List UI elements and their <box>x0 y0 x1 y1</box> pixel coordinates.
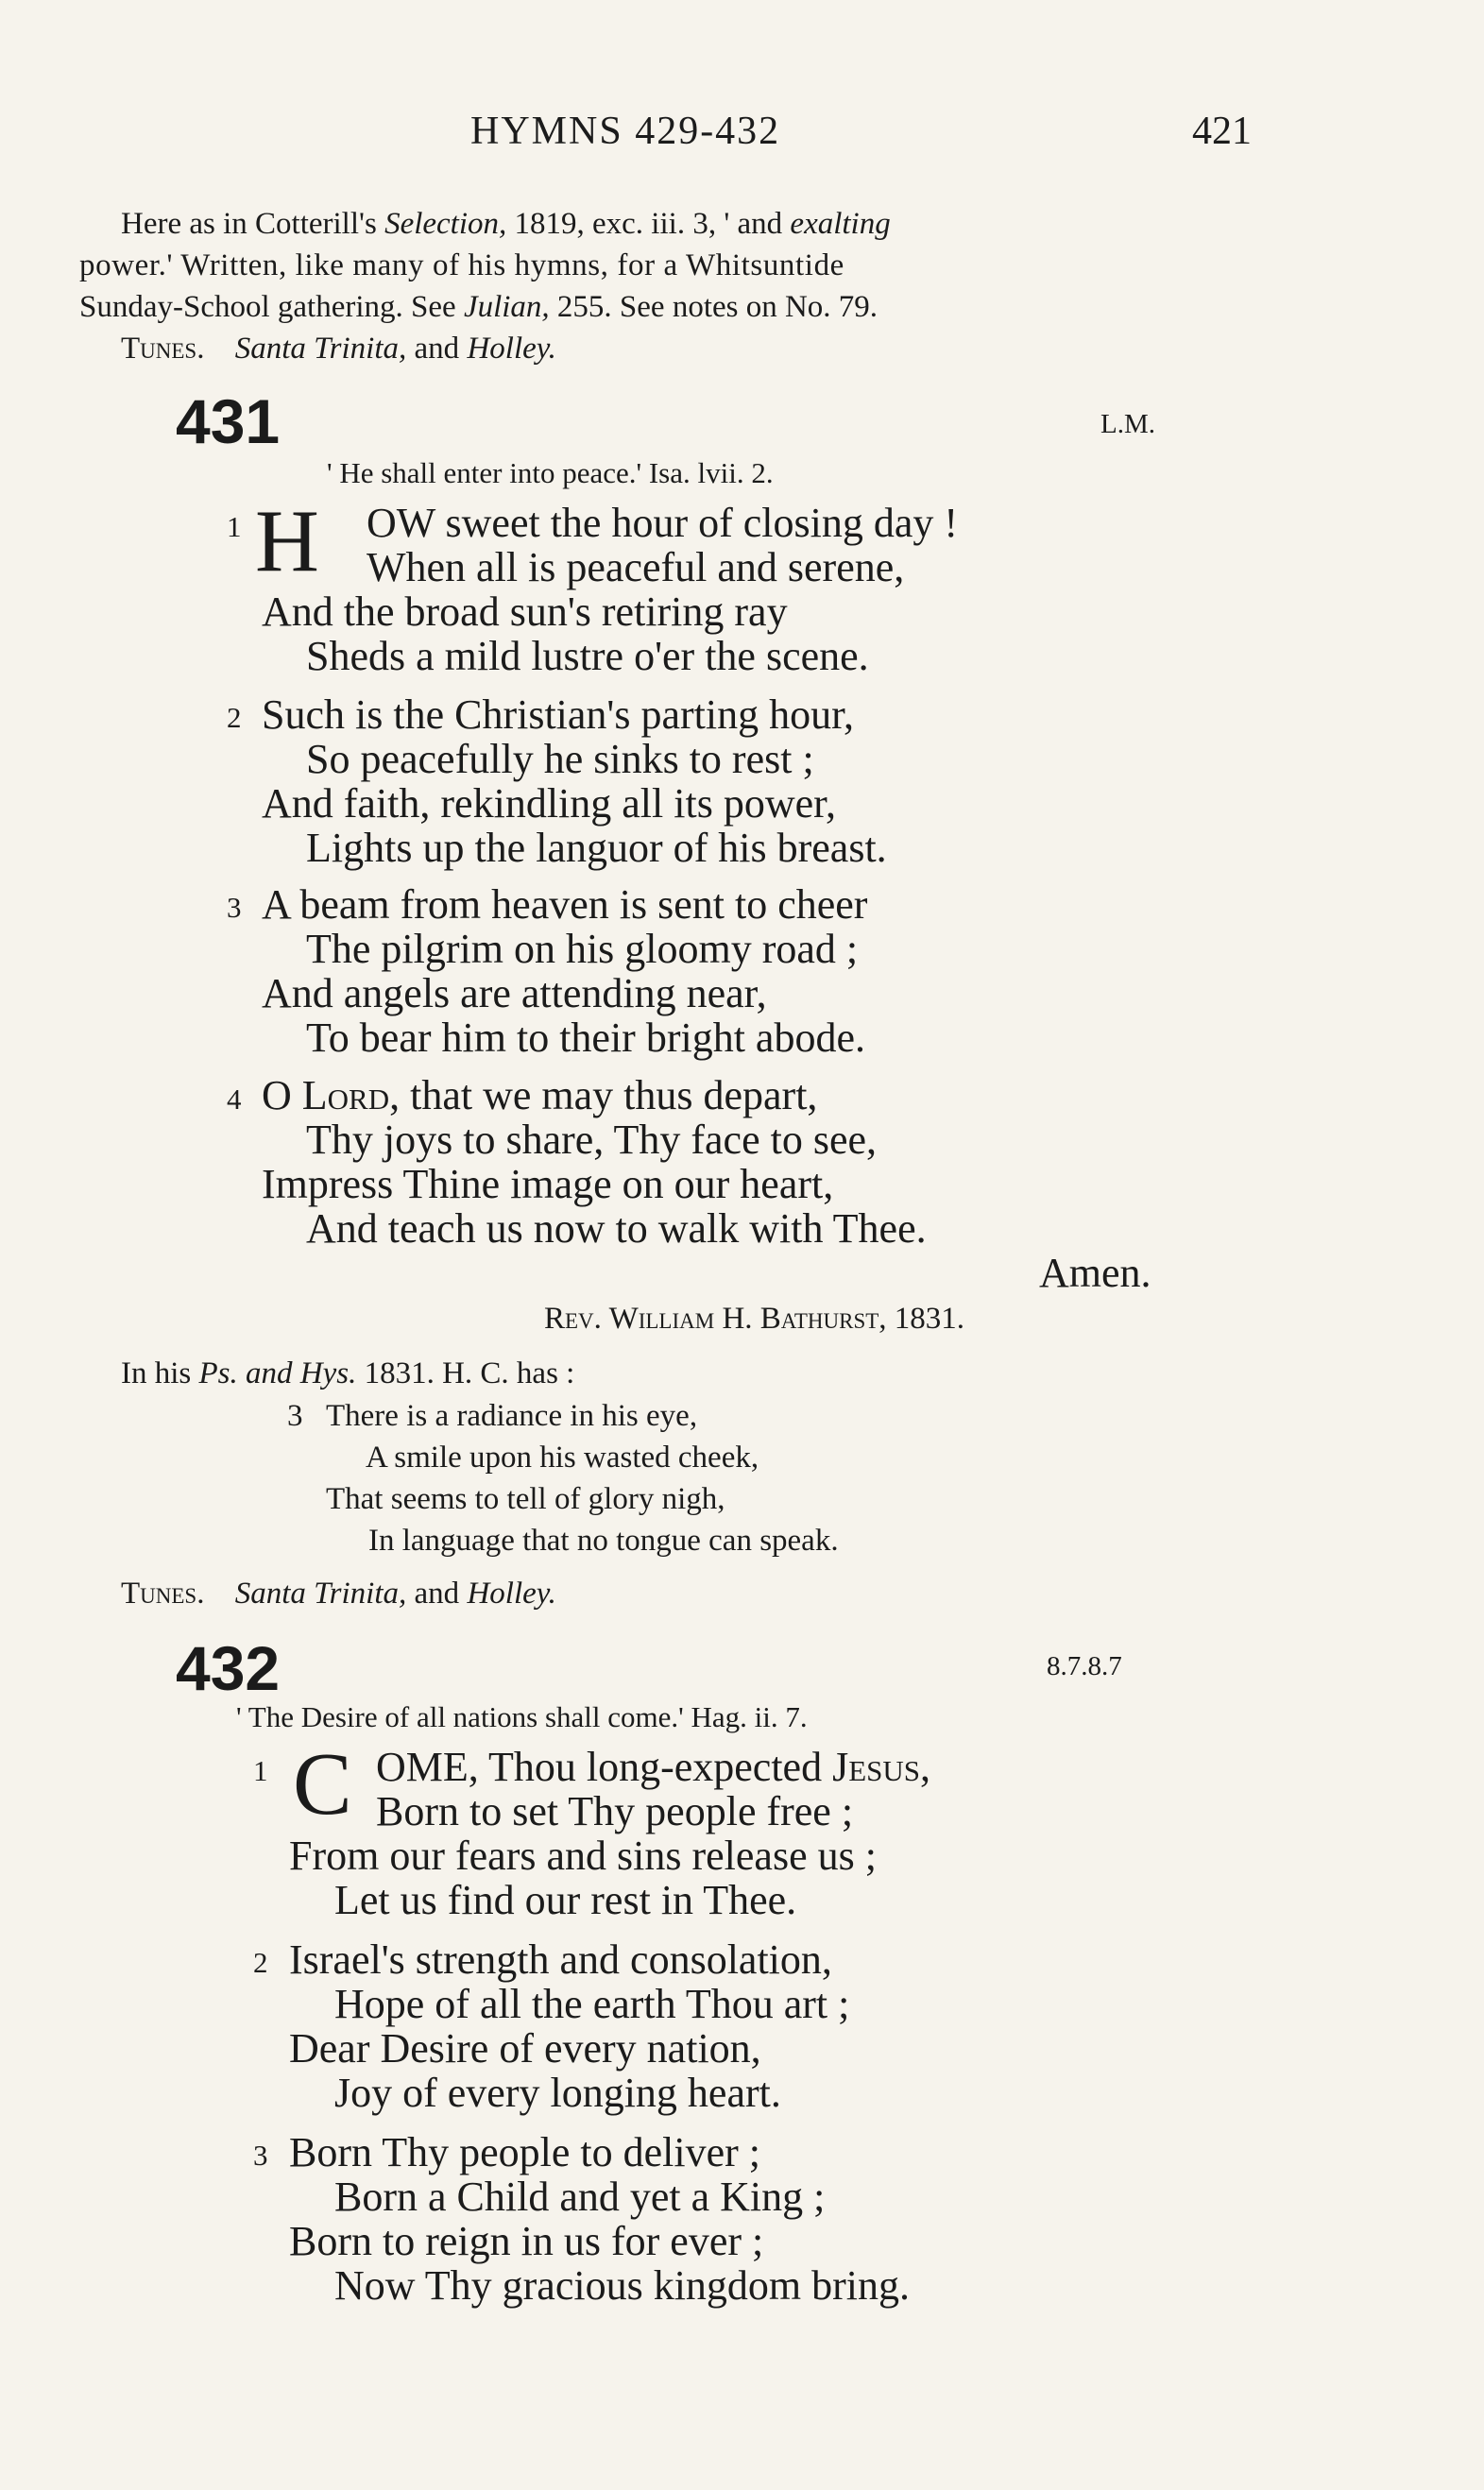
note-text: 1831. H. C. has : <box>356 1356 575 1390</box>
note-italic: exalting <box>790 207 891 241</box>
verse-line: Now Thy gracious kingdom bring. <box>334 2262 911 2309</box>
verse-line: Hope of all the earth Thou art ; <box>334 1981 850 2027</box>
verse-line: Thy joys to share, Thy face to see, <box>306 1117 878 1163</box>
page-number: 421 <box>1192 110 1252 153</box>
verse-number: 3 <box>227 891 242 924</box>
verse-line: Born Thy people to deliver ; <box>289 2129 760 2175</box>
amen: Amen. <box>1039 1250 1151 1296</box>
alt-verse-line: A smile upon his wasted cheek, <box>366 1441 759 1475</box>
hymn-meter: 8.7.8.7 <box>1047 1651 1122 1681</box>
verse-number: 3 <box>253 2139 268 2172</box>
verse-text: , that we may thus depart, <box>389 1072 818 1118</box>
verse-line <box>376 1745 930 1789</box>
verse-number: 1 <box>227 510 242 543</box>
verse-line: To bear him to their bright abode. <box>306 1015 865 1061</box>
note-text: In his <box>121 1356 199 1390</box>
note-text: and <box>406 332 468 366</box>
note-italic: Julian, <box>463 290 550 324</box>
divine-name: Jesus <box>832 1744 921 1790</box>
verse-line: Dear Desire of every nation, <box>289 2025 761 2072</box>
note-italic: Ps. and Hys. <box>198 1356 357 1390</box>
running-header: HYMNS 429-432 <box>470 110 781 153</box>
alt-verse-line: That seems to tell of glory nigh, <box>326 1482 725 1516</box>
note-line <box>121 1353 574 1394</box>
verse-line: Let us find our rest in Thee. <box>334 1877 797 1923</box>
note-text: 255. See notes on No. 79. <box>549 290 878 324</box>
tune-name: Holley. <box>467 332 556 366</box>
verse-number: 1 <box>253 1754 268 1787</box>
verse-line: And teach us now to walk with Thee. <box>306 1205 927 1252</box>
verse-line: The pilgrim on his gloomy road ; <box>306 926 859 972</box>
verse-number: 3 <box>287 1399 303 1433</box>
verse-line: From our fears and sins release us ; <box>289 1833 877 1879</box>
epigraph: ' He shall enter into peace.' Isa. lvii. 2. <box>327 456 774 489</box>
alt-verse-line: In language that no tongue can speak. <box>368 1524 839 1558</box>
verse-line: And angels are attending near, <box>262 970 767 1016</box>
tunes-label: Tunes. <box>121 1577 205 1611</box>
drop-cap: H <box>255 492 319 590</box>
verse-line: Lights up the languor of his breast. <box>306 825 887 871</box>
verse-line: Impress Thine image on our heart, <box>262 1161 834 1207</box>
hymn-number: 432 <box>176 1633 281 1703</box>
note-text: and <box>406 1577 468 1611</box>
tunes-label: Tunes. <box>121 332 205 366</box>
verse-line: Joy of every longing heart. <box>334 2070 781 2116</box>
epigraph: ' The Desire of all nations shall come.' Hag. ii. 7. <box>236 1700 808 1733</box>
verse-line: Born to reign in us for ever ; <box>289 2218 764 2264</box>
note-line <box>79 286 878 328</box>
note-text: Here as in Cotterill's <box>121 207 385 241</box>
author-credit: Rev. William H. Bathurst, 1831. <box>544 1302 965 1336</box>
note-line: power.' Written, like many of his hymns, for a Whitsuntide <box>79 248 844 282</box>
verse-line: And the broad sun's retiring ray <box>262 588 788 635</box>
verse-text: , <box>920 1744 931 1790</box>
drop-cap: C <box>293 1735 352 1833</box>
tunes-line <box>121 328 556 369</box>
hymn-number: 431 <box>176 386 281 456</box>
note-text: 1819, exc. iii. 3, ' and <box>506 207 791 241</box>
verse-line: Such is the Christian's parting hour, <box>262 691 854 738</box>
tune-name: Holley. <box>467 1577 556 1611</box>
hymn-meter: L.M. <box>1100 409 1155 439</box>
verse-line: Born to set Thy people free ; <box>376 1788 854 1834</box>
verse-line: Born a Child and yet a King ; <box>334 2174 826 2220</box>
note-text: Sunday-School gathering. See <box>79 290 464 324</box>
verse-number: 4 <box>227 1083 242 1116</box>
tune-name: Santa Trinita, <box>234 332 407 366</box>
divine-name: Lord <box>301 1072 390 1118</box>
verse-number: 2 <box>227 701 242 734</box>
verse-line: Israel's strength and consolation, <box>289 1936 832 1983</box>
alt-verse-line: There is a radiance in his eye, <box>326 1399 698 1433</box>
verse-line: When all is peaceful and serene, <box>367 544 905 590</box>
verse-text: O <box>262 1072 302 1118</box>
verse-text: OME, Thou long-expected <box>376 1744 833 1790</box>
note-line <box>121 203 891 245</box>
verse-line: And faith, rekindling all its power, <box>262 780 837 827</box>
tunes-line <box>121 1573 556 1614</box>
verse-line <box>262 1073 817 1117</box>
tune-name: Santa Trinita, <box>234 1577 407 1611</box>
verse-line: So peacefully he sinks to rest ; <box>306 736 814 782</box>
verse-line: Sheds a mild lustre o'er the scene. <box>306 633 869 679</box>
verse-number: 2 <box>253 1946 268 1979</box>
verse-line: OW sweet the hour of closing day ! <box>367 500 959 546</box>
note-italic: Selection, <box>384 207 507 241</box>
verse-line: A beam from heaven is sent to cheer <box>262 881 868 928</box>
